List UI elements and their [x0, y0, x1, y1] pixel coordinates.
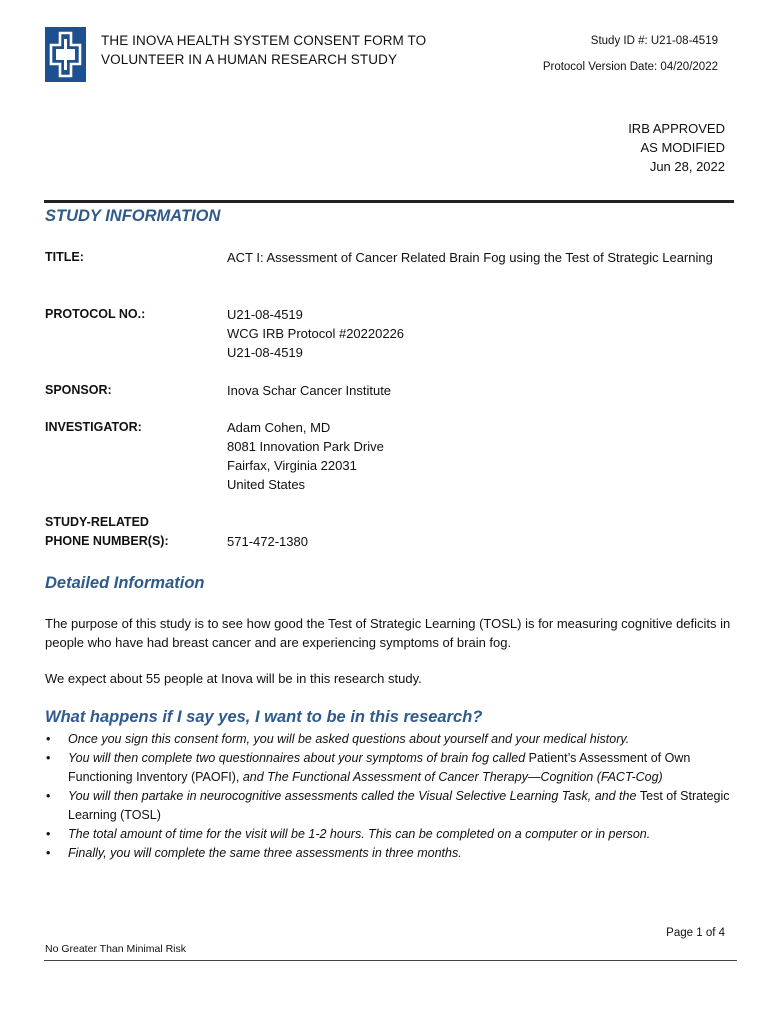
title-label: TITLE: [45, 250, 84, 264]
list-item [45, 787, 730, 825]
irb-date: Jun 28, 2022 [649, 159, 725, 174]
investigator-values [227, 418, 725, 494]
form-title [101, 31, 426, 69]
irb-approval-stamp [628, 119, 725, 176]
inova-logo-icon [45, 27, 86, 82]
list-item [45, 749, 730, 787]
investigator-name: Adam Cohen, MD [227, 420, 331, 435]
investigator-label: INVESTIGATOR: [45, 420, 142, 434]
header-divider [44, 200, 734, 203]
risk-level: No Greater Than Minimal Risk [45, 943, 187, 955]
protocol-values [227, 305, 725, 362]
detailed-information-heading: Detailed Information [45, 574, 205, 592]
investigator-street: 8081 Innovation Park Drive [227, 439, 384, 454]
procedure-assessments-a: You will then partake in neurocognitive assessments called the Visual Selective Learning Task, and the [68, 789, 640, 803]
enrollment-paragraph: We expect about 55 people at Inova will be in this research study. [45, 671, 422, 686]
phone-label-line1: STUDY-RELATED [45, 515, 149, 529]
header-meta [543, 32, 718, 77]
investigator-country: United States [227, 477, 306, 492]
procedure-consent: Once you sign this consent form, you will be asked questions about yourself and your medical history. [68, 732, 630, 746]
study-information-heading: STUDY INFORMATION [45, 207, 221, 225]
procedure-assessments-b: Test of Strategic Learning (TOSL) [68, 789, 730, 822]
title-value: ACT I: Assessment of Cancer Related Brain Fog using the Test of Strategic Learning [227, 250, 713, 265]
procedures-list [45, 730, 730, 863]
sponsor-label: SPONSOR: [45, 383, 112, 397]
what-happens-heading: What happens if I say yes, I want to be in this research? [45, 708, 483, 726]
procedure-time: The total amount of time for the visit will be 1-2 hours. This can be completed on a computer or in person. [68, 827, 651, 841]
sponsor-value: Inova Schar Cancer Institute [227, 383, 392, 398]
irb-protocol-number: WCG IRB Protocol #20220226 [227, 326, 405, 341]
form-title-line1: THE INOVA HEALTH SYSTEM CONSENT FORM TO [101, 33, 427, 48]
phone-value: 571-472-1380 [227, 534, 308, 549]
irb-line1: IRB APPROVED [628, 121, 725, 136]
footer-divider [44, 960, 737, 961]
list-item [45, 730, 730, 749]
procedure-questionnaires-b: Patient’s Assessment of Own Functioning Inventory (PAOFI), [68, 751, 691, 784]
protocol-number-repeat: U21-08-4519 [227, 345, 303, 360]
protocol-label: PROTOCOL NO.: [45, 307, 146, 321]
procedure-followup: Finally, you will complete the same three assessments in three months. [68, 846, 462, 860]
phone-label-line2: PHONE NUMBER(S): [45, 534, 169, 548]
form-title-line2: VOLUNTEER IN A HUMAN RESEARCH STUDY [101, 52, 398, 67]
procedure-questionnaires-a: You will then complete two questionnaires about your symptoms of brain fog called [68, 751, 529, 765]
irb-line2: AS MODIFIED [640, 140, 725, 155]
purpose-paragraph: The purpose of this study is to see how good the Test of Strategic Learning (TOSL) is for measuring cognitive deficits in people who have had breast cancer and are experiencing symptoms of brain fog. [45, 616, 731, 650]
protocol-version-date: Protocol Version Date: 04/20/2022 [542, 61, 718, 73]
study-id: Study ID #: U21-08-4519 [590, 35, 718, 47]
procedure-questionnaires-c: and The Functional Assessment of Cancer Therapy—Cognition (FACT-Cog) [242, 770, 663, 784]
phone-label [45, 513, 169, 551]
list-item [45, 825, 730, 844]
investigator-city: Fairfax, Virginia 22031 [227, 458, 357, 473]
list-item [45, 844, 730, 863]
protocol-number: U21-08-4519 [227, 307, 303, 322]
page-number: Page 1 of 4 [666, 927, 725, 939]
